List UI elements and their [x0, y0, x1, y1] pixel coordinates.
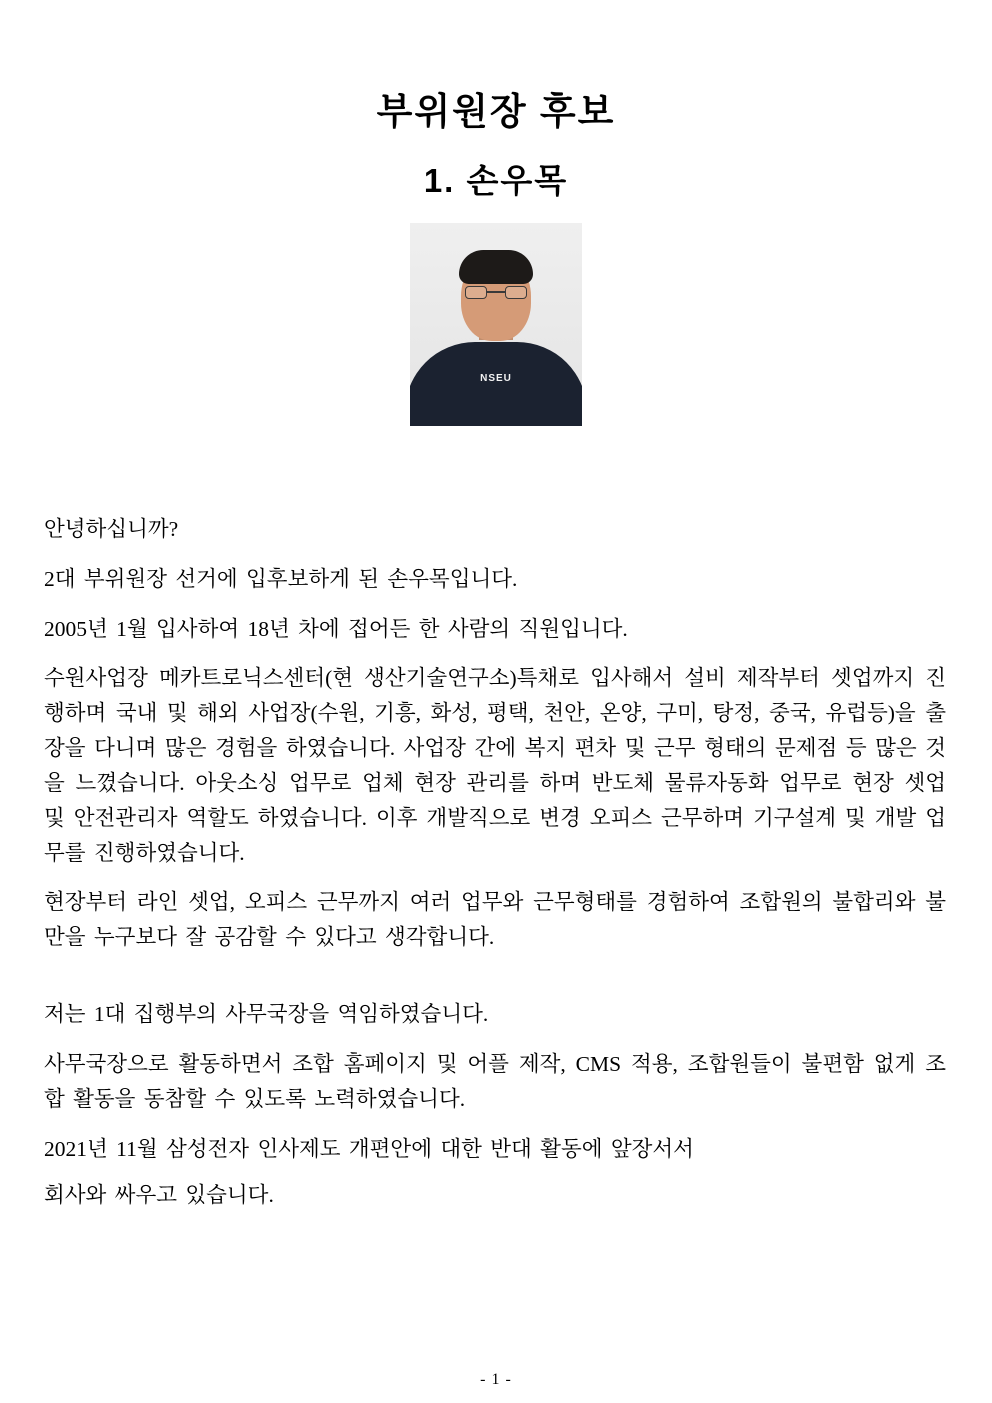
candidate-portrait: [410, 223, 582, 426]
paragraph-activism-1: 2021년 11월 삼성전자 인사제도 개편안에 대한 반대 활동에 앞장서서: [44, 1136, 694, 1161]
portrait-hair: [459, 250, 533, 284]
portrait-shirt: [410, 342, 582, 426]
paragraph-achievements: 사무국장으로 활동하면서 조합 홈페이지 및 어플 제작, CMS 적용, 조합원들이 불편함 없게 조합 활동을 동참할 수 있도록 노력하였습니다.: [44, 1051, 946, 1111]
paragraph-candidacy: 2대 부위원장 선거에 입후보하게 된 손우목입니다.: [44, 566, 518, 591]
glasses-icon: [465, 286, 527, 300]
portrait-container: [0, 223, 992, 426]
paragraph-greeting: 안녕하십니까?: [44, 516, 179, 541]
page-title: 부위원장 후보: [376, 91, 616, 132]
document-body: [0, 512, 992, 1213]
candidate-heading: 1. 손우목: [423, 161, 569, 199]
paragraph-previous-role: 저는 1대 집행부의 사무국장을 역임하였습니다.: [44, 1002, 489, 1027]
paragraph-tenure: 2005년 1월 입사하여 18년 차에 접어든 한 사람의 직원입니다.: [44, 616, 628, 641]
page-number: - 1 -: [480, 1371, 512, 1388]
paragraph-empathy: 현장부터 라인 셋업, 오피스 근무까지 여러 업무와 근무형태를 경험하여 조합원의 불합리와 불만을 누구보다 잘 공감할 수 있다고 생각합니다.: [44, 890, 946, 950]
paragraph-career-history: 수원사업장 메카트로닉스센터(현 생산기술연구소)특채로 입사해서 설비 제작부터 셋업까지 진행하며 국내 및 해외 사업장(수원, 기흥, 화성, 평택, 천안, 온양, 구미, 탕정, 중국, 유럽등)을 출장을 다니며 많은 경험을 하였습니다. 사업장 간에 복지 편차 및 근무 형태의 문제점 등 많은 것을 느꼈습니다. 아웃소싱 업무로 업체 현장 관리를 하며 반도체 물류자동화 업무로 현장 셋업 및 안전관리자 역할도 하였습니다. 이후 개발직으로 변경 오피스 근무하며 기구설계 및 개발 업무를 진행하였습니다.: [44, 666, 946, 865]
shirt-logo-text: NSEU: [480, 372, 512, 384]
paragraph-activism-2: 회사와 싸우고 있습니다.: [44, 1183, 274, 1208]
